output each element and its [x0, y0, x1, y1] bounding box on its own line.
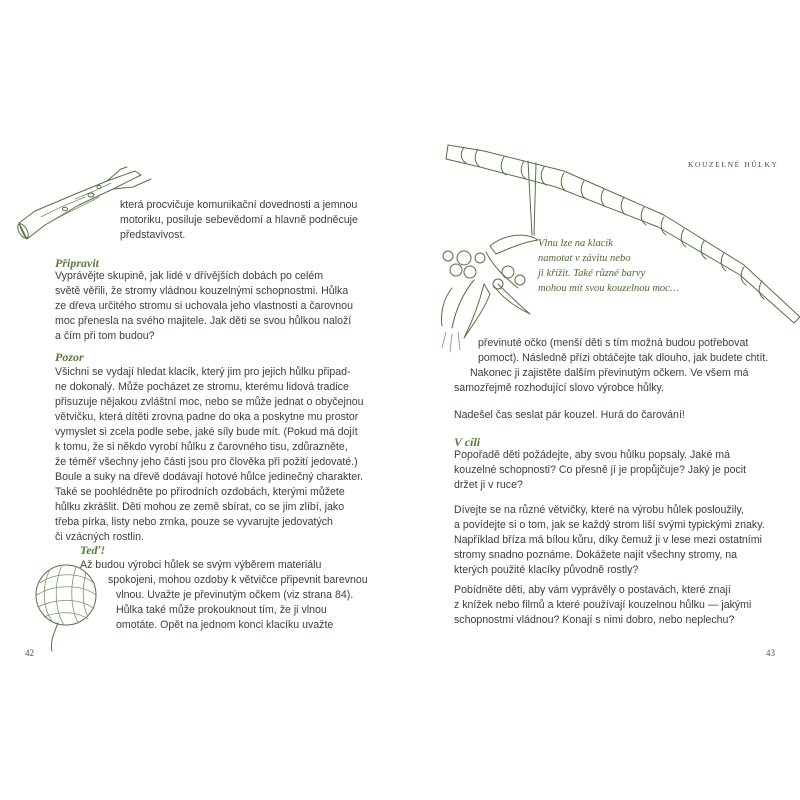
caption-line: mohou mít svou kouzelnou moc… [538, 283, 680, 294]
text-line: či vzácných rostlin. [55, 531, 144, 543]
page-number: 43 [766, 648, 775, 658]
text-line: držet ji v ruce? [454, 479, 523, 491]
text-line: vlnou. Uvažte je převinutým očkem (viz strana 84). [116, 589, 354, 601]
caption-line: namotat v závitu nebo [538, 253, 631, 264]
text-line: hůlku zkrášlit. Děti mohou ze země sbírat, co se jim zlíbí, jako [55, 501, 345, 513]
text-line: spokojeni, mohou ozdoby k větvičce připevnit barevnou [108, 574, 368, 586]
text-line: pomoct). Následně přízi obtáčejte tak dlouho, jak budete chtít. [478, 352, 769, 364]
text-line: že téměř všechny jeho části jsou pro člověka při požití jedovaté.) [55, 456, 358, 468]
text-line: světě věřili, že stromy vládnou kouzelnými schopnostmi. Hůlka [55, 285, 349, 297]
text-line: Pobídněte děti, aby vám vyprávěly o postavách, které znají [454, 584, 731, 596]
caption-line: Vlnu lze na klacík [538, 238, 613, 249]
text-line: Nakonec ji zajistěte dalším převinutým očkem. Ve všem má [470, 367, 749, 379]
text-line: Až budou výrobci hůlek se svým výběrem materiálu [80, 559, 322, 571]
text-line: stromy snadno poznáme. Dokážete najít všechny stromy, na [454, 549, 738, 561]
text-line: ne dokonalý. Může pocházet ze stromu, kterému lidová tradice [55, 381, 349, 393]
text-line: vymyslet si zcela podle sebe, jaké síly bude mít. (Pokud má dojít [55, 426, 358, 438]
text-line: a čím při tom budou? [55, 330, 155, 342]
text-line: omotáte. Opět na jednom konci klacíku uvažte [116, 619, 334, 631]
text-line: Také se poohlédněte po přírodních ozdobách, kterými můžete [55, 486, 345, 498]
caption-line: ji křížit. Také různé barvy [538, 268, 646, 279]
text-line: moc přenesla na svého majitele. Jak děti se svou hůlkou naloží [55, 315, 352, 327]
text-line: kouzelné schopnosti? Co přesně jí je propůjčuje? Jaký je pocit [454, 464, 747, 476]
intro-line: která procvičuje komunikační dovednosti a jemnou [120, 199, 358, 211]
running-head: KOUZELNÉ HŮLKY [688, 160, 779, 169]
text-line: Nadešel čas seslat pár kouzel. Hurá do čarování! [454, 409, 685, 421]
text-line: větvičku, která dítěti zrovna padne do oka a poskytne mu prostor [55, 411, 359, 423]
text-line: Například bříza má bílou kůru, díky čemuž ji v lese mezi ostatními [454, 534, 762, 546]
text-line: přisuzuje nějakou zvláštní moc, nebo se může jednat o obyčejnou [55, 396, 364, 408]
right-page [400, 0, 800, 800]
text-line: k tomu, že si někdo vyrobí hůlku z čarovného tisu, zdůrazněte, [55, 441, 348, 453]
text-line: Hůlka také může prokouknout tím, že ji vlnou [116, 604, 327, 616]
text-line: převinuté očko (menší děti s tím možná budou potřebovat [478, 337, 749, 349]
heading-pripravit: Připravit [55, 256, 99, 270]
heading-pozor: Pozor [55, 350, 84, 364]
heading-ted: Teď! [80, 543, 106, 557]
intro-line: motoriku, posiluje sebevědomí a hlavně podněcuje [120, 214, 358, 226]
text-line: ze dřeva určitého stromu si uchovala jeho vlastnosti a čarovnou [55, 300, 353, 312]
text-line: Boule a suky na dřevě dodávají hotové hůlce jedinečný charakter. [55, 471, 364, 483]
text-line: Dívejte se na různé větvičky, které na výrobu hůlek posloužily, [454, 504, 744, 516]
text-line: třeba pírka, listy nebo zrnka, pouze se vyvarujte jedovatých [55, 516, 333, 528]
page-number: 42 [25, 648, 34, 658]
text-line: z knížek nebo filmů a které používají kouzelnou hůlku — jakými [454, 599, 752, 611]
text-line: Vyprávějte skupině, jak lidé v dřívějších dobách po celém [55, 270, 324, 282]
text-line: Všichni se vydají hledat klacík, který jim pro jejich hůlku připad- [55, 366, 351, 378]
text-line: kterých použité klacíky původně rostly? [454, 564, 639, 576]
text-line: samozřejmě rozhodující slovo výrobce hůlky. [454, 382, 664, 394]
text-line: schopnostmi vládnou? Konají s nimi dobro, nebo neplechu? [454, 614, 735, 626]
text-line: a povídejte si o tom, jak se každý strom liší svými typickými znaky. [454, 519, 765, 531]
text-line: Popořadě děti požádejte, aby svou hůlku popsaly. Jaké má [454, 449, 731, 461]
heading-v-cili: V cíli [454, 435, 481, 449]
intro-line: představivost. [120, 229, 186, 241]
